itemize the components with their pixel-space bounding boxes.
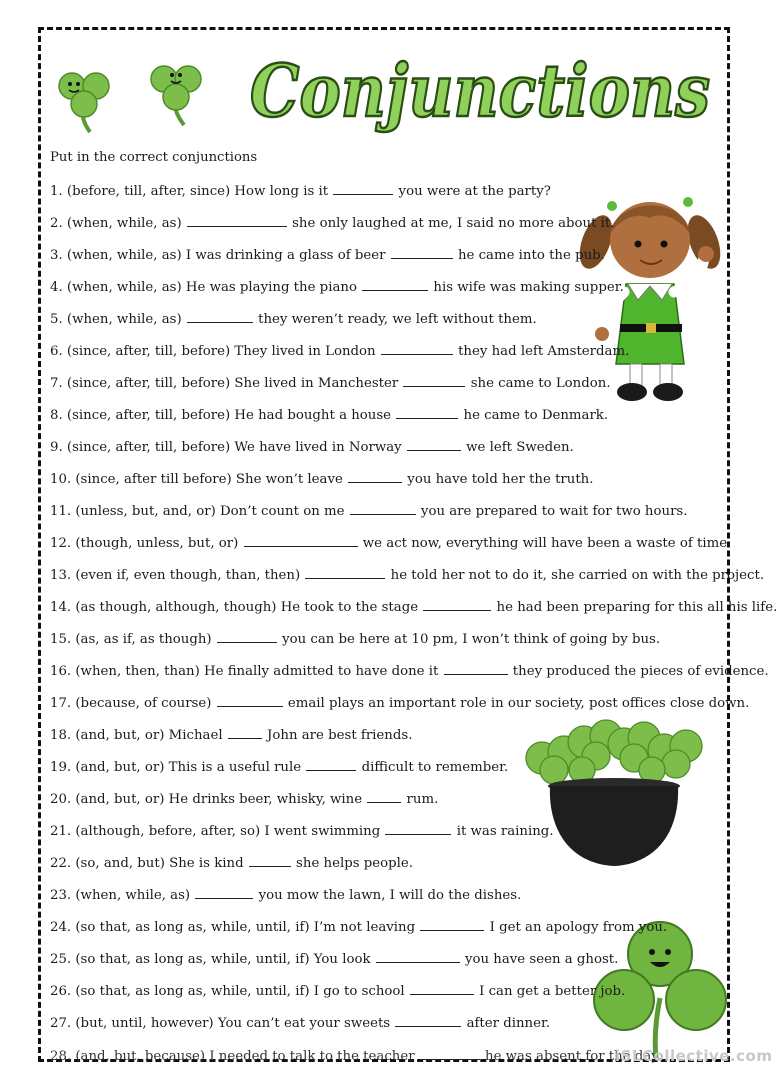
exercise-item bbox=[50, 695, 749, 712]
exercise-item bbox=[50, 439, 574, 456]
exercise-text: 13. (even if, even though, than, then) bbox=[50, 568, 305, 583]
answer-blank[interactable] bbox=[407, 439, 461, 451]
answer-blank[interactable] bbox=[396, 407, 458, 419]
answer-blank[interactable] bbox=[403, 375, 465, 387]
answer-blank[interactable] bbox=[362, 279, 428, 291]
answer-blank[interactable] bbox=[187, 215, 287, 227]
exercise-item bbox=[50, 727, 412, 744]
exercise-text: you have seen a ghost. bbox=[460, 952, 619, 967]
exercise-item bbox=[50, 599, 777, 616]
exercise-text: you can be here at 10 pm, I won’t think of going by bus. bbox=[277, 632, 661, 647]
exercise-item bbox=[50, 535, 731, 552]
cutoff-exercise-row bbox=[50, 1045, 662, 1064]
answer-blank[interactable] bbox=[420, 1048, 480, 1060]
exercise-text: they produced the pieces of evidence. bbox=[508, 664, 769, 679]
exercise-text: I can get a better job. bbox=[474, 984, 626, 999]
clover-icon bbox=[50, 62, 118, 134]
exercise-text: 20. (and, but, or) He drinks beer, whisky, wine bbox=[50, 792, 367, 807]
answer-blank[interactable] bbox=[187, 311, 253, 323]
exercise-text: 16. (when, then, than) He finally admitted to have done it bbox=[50, 664, 443, 679]
exercise-item bbox=[50, 823, 554, 840]
exercise-item bbox=[50, 311, 537, 328]
exercise-text: his wife was making supper. bbox=[429, 280, 624, 295]
answer-blank[interactable] bbox=[423, 599, 491, 611]
exercise-item bbox=[50, 759, 508, 776]
exercise-item bbox=[50, 919, 667, 936]
answer-blank[interactable] bbox=[350, 503, 416, 515]
exercise-text: after dinner. bbox=[462, 1016, 551, 1031]
exercise-text: 15. (as, as if, as though) bbox=[50, 632, 216, 647]
exercise-text: 6. (since, after, till, before) They lived in London bbox=[50, 344, 380, 359]
exercise-text: 17. (because, of course) bbox=[50, 696, 216, 711]
exercise-text: 7. (since, after, till, before) She lived in Manchester bbox=[50, 376, 403, 391]
exercise-item bbox=[50, 1048, 661, 1065]
exercise-text: 12. (though, unless, but, or) bbox=[50, 536, 243, 551]
exercise-text: she only laughed at me, I said no more about it. bbox=[287, 216, 615, 231]
exercise-text: rum. bbox=[402, 792, 439, 807]
answer-blank[interactable] bbox=[381, 343, 453, 355]
exercise-text: 1. (before, till, after, since) How long is it bbox=[50, 184, 333, 199]
exercise-item bbox=[50, 951, 618, 968]
exercise-text: 9. (since, after, till, before) We have lived in Norway bbox=[50, 440, 406, 455]
exercise-text: 24. (so that, as long as, while, until, if) I’m not leaving bbox=[50, 920, 420, 935]
exercise-item bbox=[50, 983, 625, 1000]
exercise-text: 19. (and, but, or) This is a useful rule bbox=[50, 760, 306, 775]
exercise-item bbox=[50, 375, 611, 392]
exercise-text: 27. (but, until, however) You can’t eat your sweets bbox=[50, 1016, 395, 1031]
exercise-item bbox=[50, 279, 624, 296]
exercise-text: 26. (so that, as long as, while, until, if) I go to school bbox=[50, 984, 409, 999]
exercise-item bbox=[50, 215, 615, 232]
exercise-text: 11. (unless, but, and, or) Don’t count on me bbox=[50, 504, 349, 519]
answer-blank[interactable] bbox=[420, 919, 484, 931]
exercise-text: we act now, everything will have been a waste of time. bbox=[358, 536, 732, 551]
exercise-text: 8. (since, after, till, before) He had bought a house bbox=[50, 408, 396, 423]
exercise-item bbox=[50, 1015, 550, 1032]
exercise-item bbox=[50, 567, 764, 584]
exercise-text: 21. (although, before, after, so) I went swimming bbox=[50, 824, 385, 839]
answer-blank[interactable] bbox=[228, 727, 262, 739]
answer-blank[interactable] bbox=[444, 663, 508, 675]
answer-blank[interactable] bbox=[385, 823, 451, 835]
exercise-text: 3. (when, while, as) I was drinking a glass of beer bbox=[50, 248, 390, 263]
exercise-text: you are prepared to wait for two hours. bbox=[416, 504, 688, 519]
exercise-text: he told her not to do it, she carried on with the project. bbox=[386, 568, 765, 583]
exercise-text: he had been preparing for this all his life. bbox=[492, 600, 777, 615]
answer-blank[interactable] bbox=[348, 471, 402, 483]
exercise-text: 14. (as though, although, though) He took to the stage bbox=[50, 600, 423, 615]
exercise-text: 23. (when, while, as) bbox=[50, 888, 195, 903]
exercise-item bbox=[50, 407, 608, 424]
exercise-text: John are best friends. bbox=[262, 728, 413, 743]
exercise-text: 4. (when, while, as) He was playing the piano bbox=[50, 280, 362, 295]
exercise-item bbox=[50, 791, 438, 808]
svg-text:Conjunctions: Conjunctions bbox=[250, 48, 710, 133]
exercise-text: he came into the pub. bbox=[453, 248, 605, 263]
exercise-text: it was raining. bbox=[452, 824, 554, 839]
instruction-text: Put in the correct conjunctions bbox=[50, 150, 258, 165]
exercise-text: you have told her the truth. bbox=[403, 472, 594, 487]
answer-blank[interactable] bbox=[217, 695, 283, 707]
answer-blank[interactable] bbox=[306, 759, 356, 771]
answer-blank[interactable] bbox=[249, 855, 291, 867]
exercise-item bbox=[50, 471, 593, 488]
exercise-item bbox=[50, 503, 687, 520]
exercise-text: we left Sweden. bbox=[461, 440, 574, 455]
answer-blank[interactable] bbox=[244, 535, 358, 547]
exercise-text: 5. (when, while, as) bbox=[50, 312, 186, 327]
exercise-item bbox=[50, 247, 605, 264]
exercise-text: he was absent for the day. bbox=[480, 1049, 662, 1064]
exercise-item bbox=[50, 631, 660, 648]
clover-pot-illustration bbox=[520, 712, 710, 870]
exercise-text: I get an apology from you. bbox=[485, 920, 668, 935]
exercise-text: difficult to remember. bbox=[357, 760, 509, 775]
exercise-text: 2. (when, while, as) bbox=[50, 216, 186, 231]
exercise-item bbox=[50, 887, 521, 904]
answer-blank[interactable] bbox=[367, 791, 401, 803]
exercise-text: he came to Denmark. bbox=[459, 408, 609, 423]
page-title bbox=[240, 38, 720, 138]
answer-blank[interactable] bbox=[195, 887, 253, 899]
exercise-text: email plays an important role in our society, post offices close down. bbox=[283, 696, 750, 711]
exercise-text: they weren’t ready, we left without them. bbox=[253, 312, 537, 327]
answer-blank[interactable] bbox=[217, 631, 277, 643]
clover-icon bbox=[142, 55, 210, 127]
answer-blank[interactable] bbox=[305, 567, 385, 579]
exercise-text: 28. (and, but, because) I needed to talk to the teacher bbox=[50, 1049, 419, 1064]
exercise-text: 22. (so, and, but) She is kind bbox=[50, 856, 248, 871]
exercise-text: 25. (so that, as long as, while, until, if) You look bbox=[50, 952, 375, 967]
answer-blank[interactable] bbox=[410, 983, 474, 995]
answer-blank[interactable] bbox=[333, 183, 393, 195]
exercise-text: 18. (and, but, or) Michael bbox=[50, 728, 227, 743]
exercise-text: 10. (since, after till before) She won’t leave bbox=[50, 472, 348, 487]
watermark-text: iSLCollective.com bbox=[615, 1047, 773, 1065]
exercise-text: she helps people. bbox=[291, 856, 414, 871]
exercise-text: they had left Amsterdam. bbox=[453, 344, 630, 359]
exercise-item bbox=[50, 855, 413, 872]
exercise-text: you were at the party? bbox=[394, 184, 551, 199]
exercise-text: she came to London. bbox=[466, 376, 611, 391]
exercise-text: you mow the lawn, I will do the dishes. bbox=[254, 888, 522, 903]
answer-blank[interactable] bbox=[395, 1015, 461, 1027]
exercise-item bbox=[50, 343, 629, 360]
exercise-item bbox=[50, 663, 769, 680]
answer-blank[interactable] bbox=[376, 951, 460, 963]
exercise-item bbox=[50, 183, 551, 200]
answer-blank[interactable] bbox=[391, 247, 453, 259]
